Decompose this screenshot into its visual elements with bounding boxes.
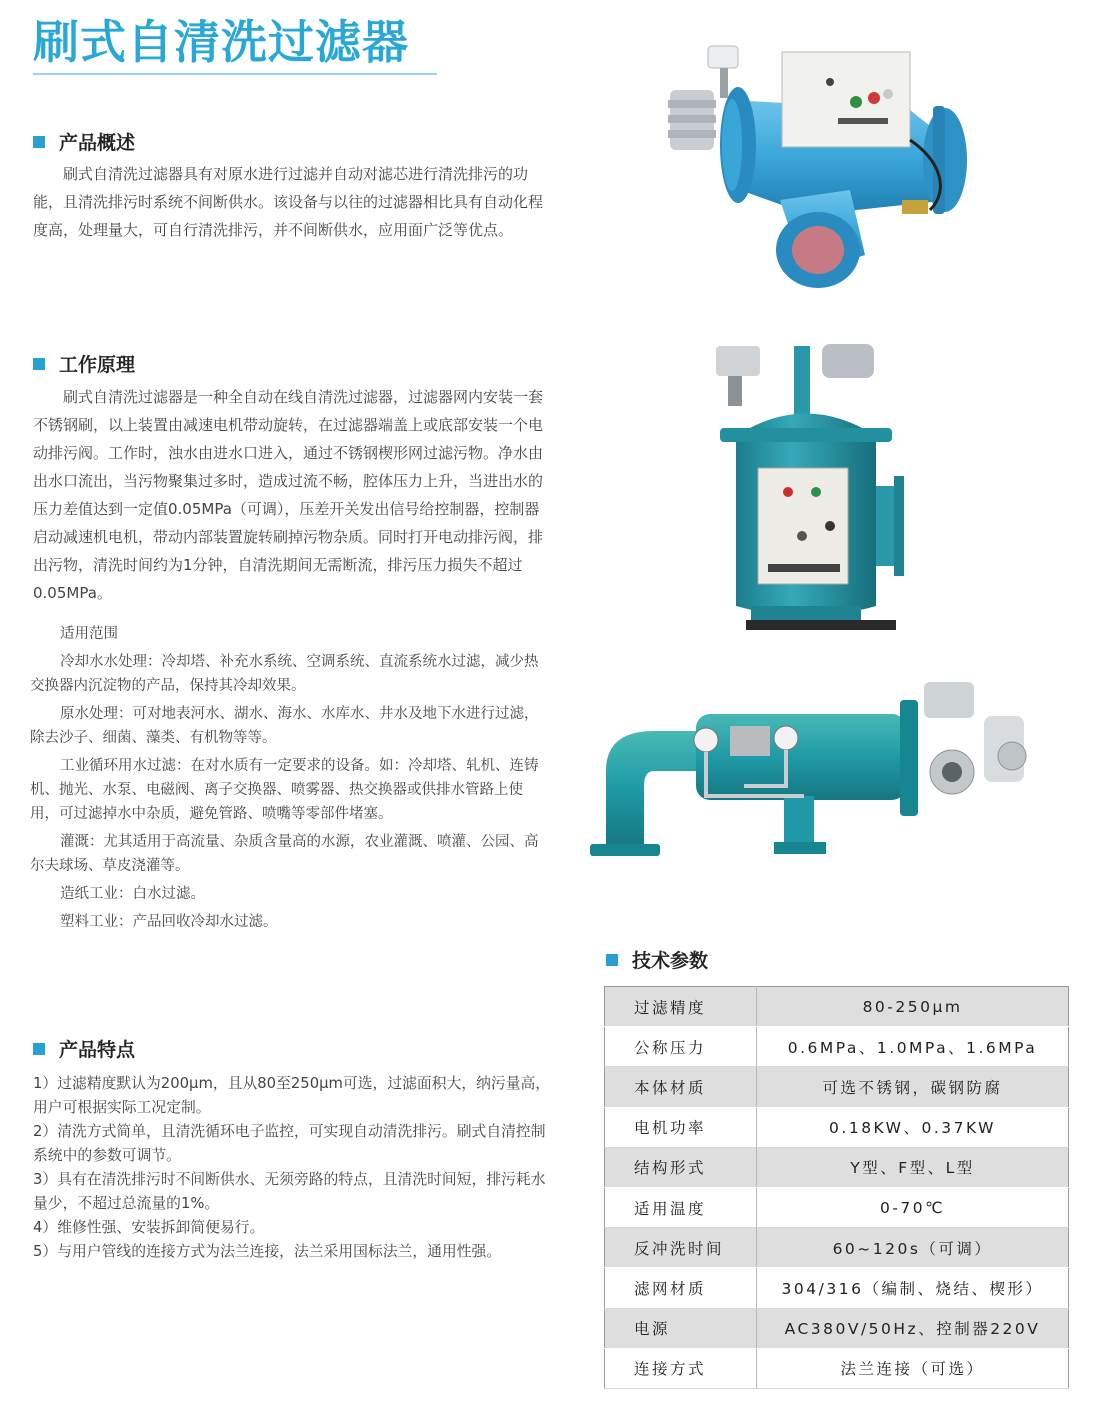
scope-item: 原水处理：可对地表河水、湖水、海水、水库水、井水及地下水进行过滤，除去沙子、细菌、藻类、有机物等等。 <box>30 706 539 746</box>
table-row: 滤网材质 304/316（编制、烧结、楔形） <box>605 1268 1069 1308</box>
table-row: 连接方式 法兰连接（可选） <box>605 1348 1069 1388</box>
scope-item: 塑料工业：产品回收冷却水过滤。 <box>60 914 278 930</box>
section-marker-icon <box>33 1043 45 1055</box>
feature-item: 5）与用户管线的连接方式为法兰连接，法兰采用国标法兰，通用性强。 <box>33 1243 502 1260</box>
table-row: 过滤精度 80-250μm <box>605 987 1069 1027</box>
overview-text: 刷式自清洗过滤器具有对原水进行过滤并自动对滤芯进行清洗排污的功能，且清洗排污时系统不间断供水。该设备与以往的过滤器相比具有自动化程度高，处理量大，可自行清洗排污，并不间断供水，应用面广泛等优点。 <box>33 165 544 239</box>
table-row: 电机功率 0.18KW、0.37KW <box>605 1107 1069 1147</box>
table-row: 公称压力 0.6MPa、1.0MPa、1.6MPa <box>605 1027 1069 1067</box>
horizontal-filter-image <box>584 676 1040 866</box>
specs-heading: 技术参数 <box>606 946 708 973</box>
section-marker-icon <box>606 954 618 966</box>
feature-item: 3）具有在清洗排污时不间断供水、无须旁路的特点，且清洗时间短，排污耗水量少，不超过总流量的1%。 <box>33 1171 546 1212</box>
section-marker-icon <box>33 358 45 370</box>
principle-text: 刷式自清洗过滤器是一种全自动在线自清洗过滤器，过滤器网内安装一套不锈钢刷，以上装置由减速电机带动旋转，在过滤器端盖上或底部安装一个电动排污阀。工作时，浊水由进水口进入，通过不锈钢楔形网过滤污物。净水由出水口流出，当污物聚集过多时，造成过流不畅，腔体压力上升，当进出水的压力差值达到一定值0.05MPa（可调），压差开关发出信号给控制器，控制器启动减速机电机，带动内部装置旋转刷掉污物杂质。同时打开电动排污阀，排出污物，清洗时间约为1分钟，自清洗期间无需断流，排污压力损失不超过0.05MPa。 <box>33 388 544 602</box>
principle-heading: 工作原理 <box>33 350 135 377</box>
scope-heading: 适用范围 <box>60 626 118 642</box>
feature-item: 4）维修性强、安装拆卸简便易行。 <box>33 1219 265 1236</box>
section-marker-icon <box>33 136 45 148</box>
specs-table <box>604 986 1069 1389</box>
table-row: 适用温度 0-70℃ <box>605 1187 1069 1227</box>
scope-section <box>30 622 550 938</box>
scope-item: 灌溉：尤其适用于高流量、杂质含量高的水源，农业灌溉、喷灌、公园、高尔夫球场、草皮浇灌等。 <box>30 834 539 874</box>
scope-item: 工业循环用水过滤：在对水质有一定要求的设备。如：冷却塔、轧机、连铸机、抛光、水泵、电磁阀、离子交换器、喷雾器、热交换器或供排水管路上使用，可过滤掉水中杂质，避免管路、喷嘴等零部件堵塞。 <box>30 758 539 822</box>
table-row: 反冲洗时间 60~120s（可调） <box>605 1228 1069 1268</box>
feature-item: 2）清洗方式简单，且清洗循环电子监控，可实现自动清洗排污。刷式自清控制系统中的参数可调节。 <box>33 1123 546 1164</box>
page-title: 刷式自清洗过滤器 <box>33 15 409 69</box>
feature-item: 1）过滤精度默认为200μm，且从80至250μm可选，过滤面积大，纳污量高，用户可根据实际工况定制。 <box>33 1075 551 1116</box>
features-list <box>33 1072 553 1264</box>
table-row: 结构形式 Y型、F型、L型 <box>605 1147 1069 1187</box>
y-type-filter-image <box>660 40 990 295</box>
overview-heading: 产品概述 <box>33 128 135 155</box>
scope-item: 造纸工业：白水过滤。 <box>60 886 205 902</box>
scope-item: 冷却水水处理：冷却塔、补充水系统、空调系统、直流系统水过滤，减少热交换器内沉淀物的产品，保持其冷却效果。 <box>30 654 539 694</box>
title-underline <box>33 73 437 75</box>
features-heading: 产品特点 <box>33 1035 135 1062</box>
table-row: 本体材质 可选不锈钢，碳钢防腐 <box>605 1067 1069 1107</box>
vertical-filter-image <box>706 336 906 638</box>
table-row: 电源 AC380V/50Hz、控制器220V <box>605 1308 1069 1348</box>
